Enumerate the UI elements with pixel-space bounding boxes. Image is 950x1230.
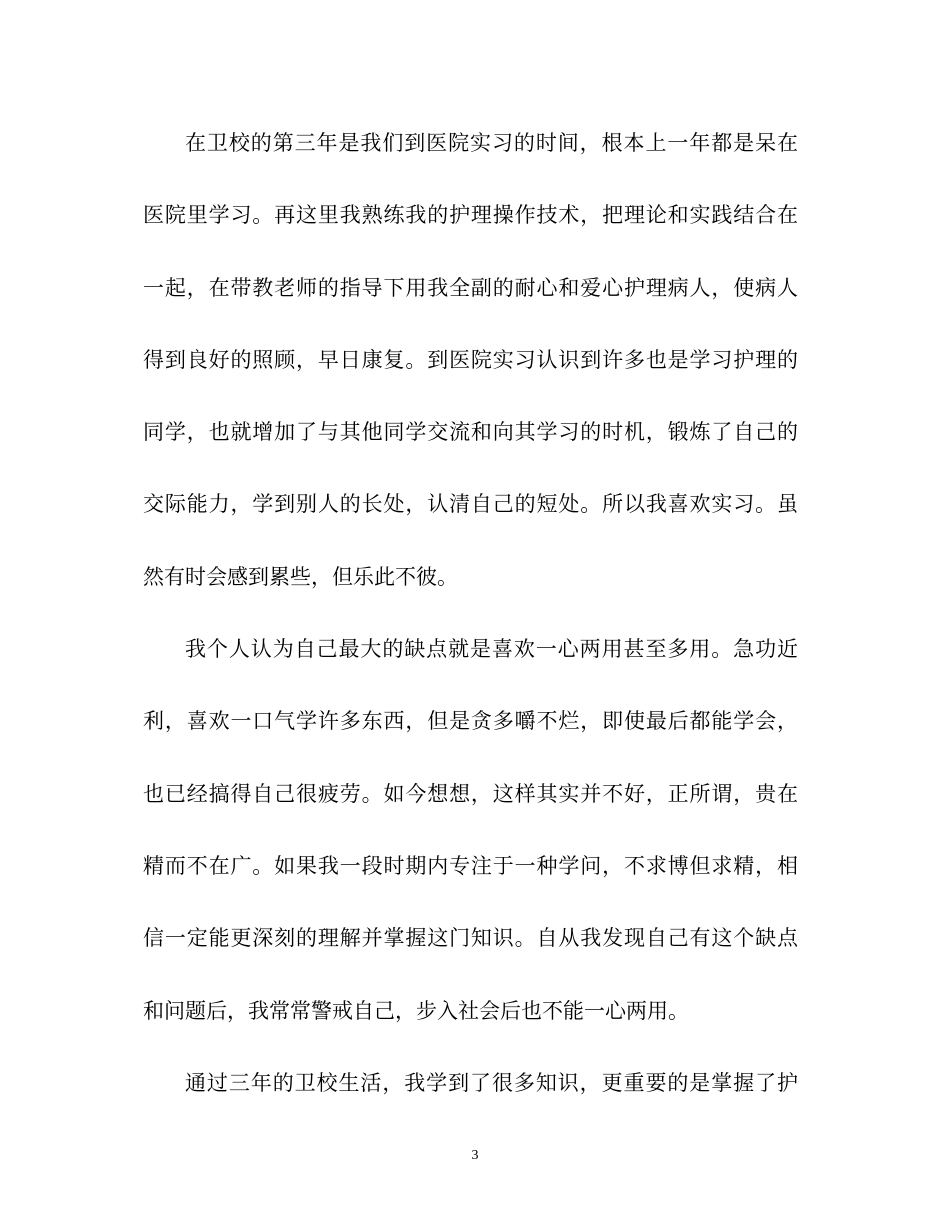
- paragraph-1-line-5: 同学，也就增加了与其他同学交流和向其学习的时机，锻炼了自己的: [143, 420, 798, 445]
- paragraph-1-line-3: 一起，在带教老师的指导下用我全副的耐心和爱心护理病人，使病人: [143, 275, 798, 300]
- paragraph-1-line-6: 交际能力，学到别人的长处，认清自己的短处。所以我喜欢实习。虽: [143, 492, 798, 517]
- paragraph-1-line-2: 医院里学习。再这里我熟练我的护理操作技术，把理论和实践结合在: [143, 203, 798, 228]
- paragraph-1-line-4: 得到良好的照顾，早日康复。到医院实习认识到许多也是学习护理的: [143, 347, 798, 372]
- paragraph-2-line-2: 利，喜欢一口气学许多东西，但是贪多嚼不烂，即使最后都能学会，: [143, 709, 798, 734]
- paragraph-2-line-3: 也已经搞得自己很疲劳。如今想想，这样其实并不好，正所谓，贵在: [143, 781, 798, 806]
- paragraph-3-line-1: 通过三年的卫校生活，我学到了很多知识，更重要的是掌握了护: [185, 1070, 798, 1095]
- document-body: [143, 119, 798, 1131]
- paragraph-2-line-1: 我个人认为自己最大的缺点就是喜欢一心两用甚至多用。急功近: [185, 637, 798, 662]
- paragraph-2-line-6: 和问题后，我常常警戒自己，步入社会后也不能一心两用。: [143, 998, 689, 1023]
- page-number: 3: [471, 1148, 479, 1163]
- paragraph-1-line-7: 然有时会感到累些，但乐此不彼。: [143, 564, 458, 589]
- paragraph-2-line-5: 信一定能更深刻的理解并掌握这门知识。自从我发现自己有这个缺点: [143, 926, 798, 951]
- paragraph-1-line-1: 在卫校的第三年是我们到医院实习的时间，根本上一年都是呆在: [185, 131, 798, 155]
- paragraph-2-line-4: 精而不在广。如果我一段时期内专注于一种学问，不求博但求精，相: [143, 853, 798, 878]
